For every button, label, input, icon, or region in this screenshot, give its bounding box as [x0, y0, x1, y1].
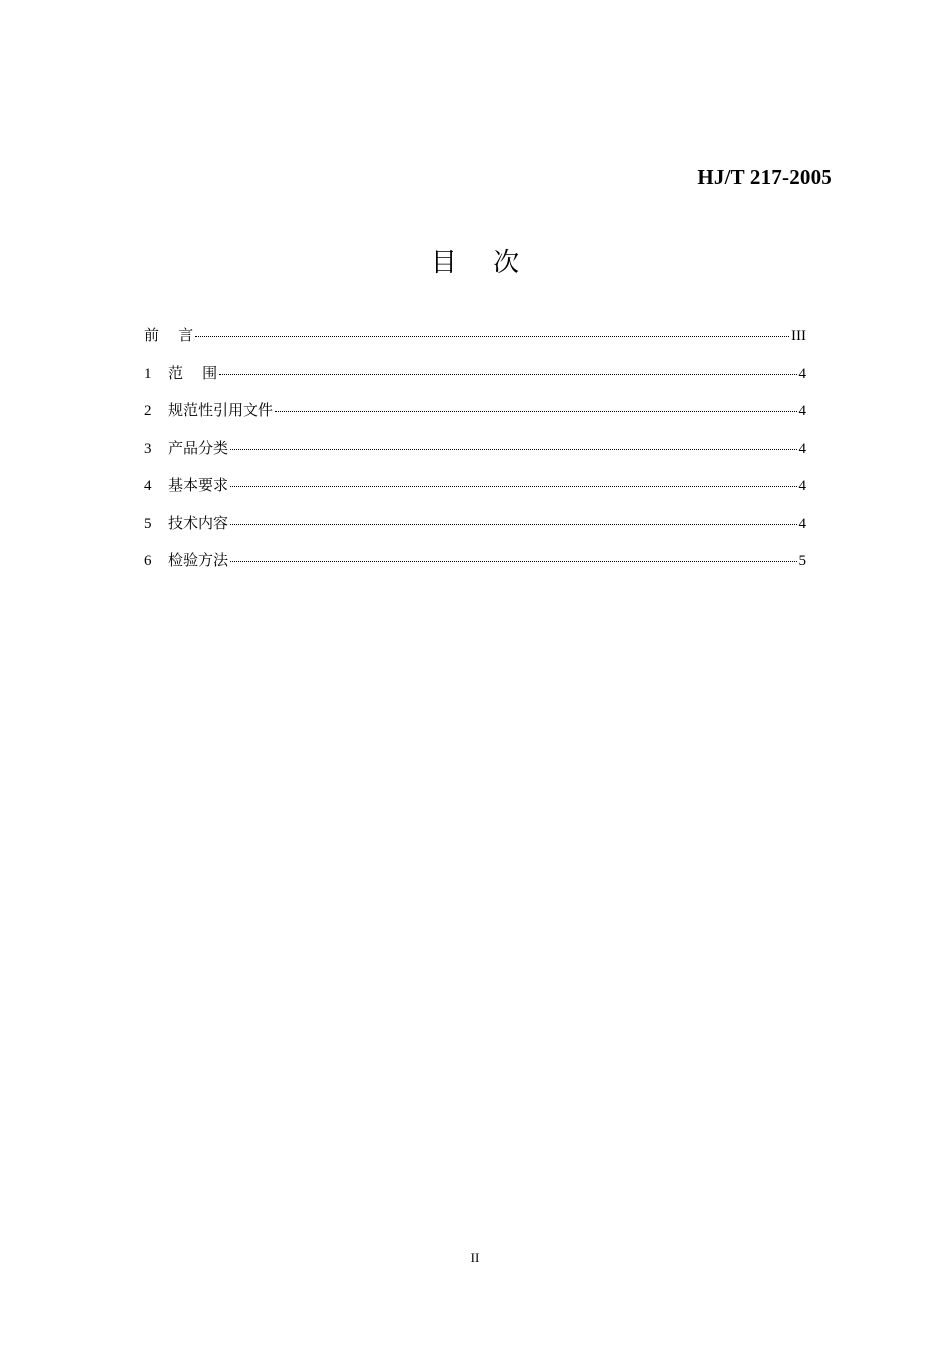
toc-entry-label: 规范性引用文件	[168, 401, 274, 419]
table-of-contents	[144, 324, 806, 587]
toc-entry-foreword[interactable]	[144, 324, 806, 362]
toc-entry-label: 技术内容	[168, 513, 229, 532]
toc-entry-label: 范 围	[168, 363, 218, 382]
toc-entry-technical-content[interactable]	[144, 512, 806, 550]
toc-leader-dots	[230, 561, 796, 562]
standard-code: HJ/T 217-2005	[697, 165, 832, 189]
toc-entry-number: 4	[144, 478, 152, 494]
toc-entry-page: 4	[798, 403, 806, 419]
toc-entry-normative-references[interactable]	[144, 399, 806, 437]
toc-entry-label: 前 言	[144, 326, 194, 344]
toc-entry-test-methods[interactable]	[144, 549, 806, 587]
toc-entry-scope[interactable]	[144, 362, 806, 400]
toc-entry-page: 4	[798, 515, 806, 532]
toc-entry-page: 4	[798, 478, 806, 494]
toc-leader-dots	[230, 449, 796, 450]
toc-leader-dots	[195, 336, 789, 337]
toc-entry-page: III	[791, 328, 806, 344]
toc-entry-label: 基本要求	[168, 476, 229, 494]
toc-entry-number: 5	[144, 515, 152, 532]
toc-leader-dots	[219, 374, 796, 375]
toc-entry-number: 6	[144, 553, 152, 569]
toc-leader-dots	[275, 411, 796, 412]
toc-entry-label: 产品分类	[168, 438, 229, 457]
toc-leader-dots	[230, 486, 796, 487]
toc-entry-number: 3	[144, 440, 152, 457]
toc-leader-dots	[230, 524, 796, 525]
toc-entry-number: 2	[144, 403, 152, 419]
toc-entry-page: 5	[798, 553, 806, 569]
toc-entry-page: 4	[798, 440, 806, 457]
page-number: II	[470, 1250, 480, 1265]
toc-entry-page: 4	[798, 365, 806, 382]
page-title: 目 次	[430, 248, 534, 278]
toc-entry-product-classification[interactable]	[144, 437, 806, 475]
toc-entry-number: 1	[144, 365, 152, 382]
toc-entry-label: 检验方法	[168, 551, 229, 569]
toc-entry-basic-requirements[interactable]	[144, 474, 806, 512]
